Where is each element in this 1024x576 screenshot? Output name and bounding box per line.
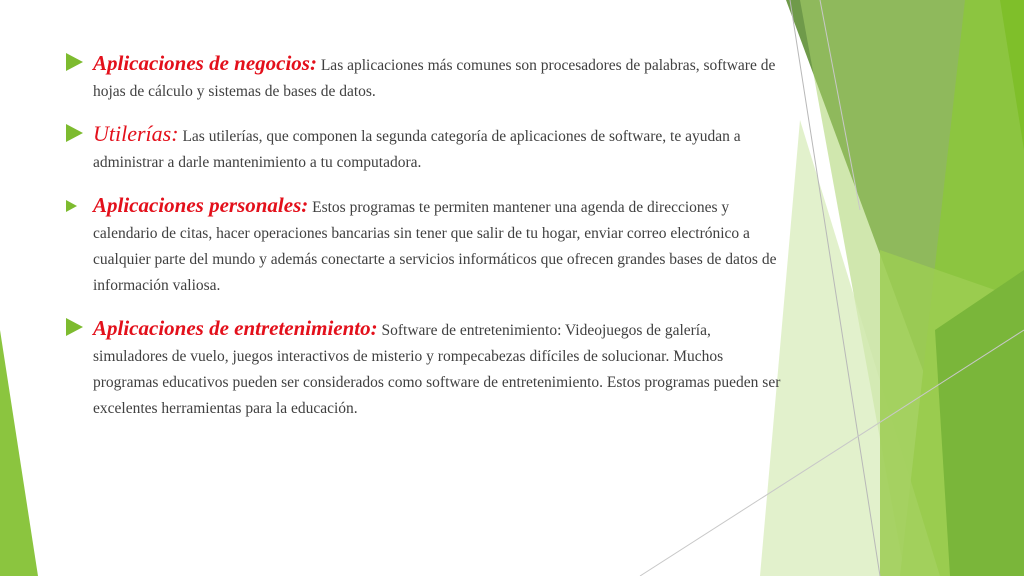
triangle-bullet-icon <box>66 200 77 212</box>
list-item <box>66 192 786 299</box>
item-text: Las aplicaciones más comunes son procesadores de palabras, software de hojas de cálculo y sistemas de bases de datos. <box>93 57 776 100</box>
item-text: Estos programas te permiten mantener una agenda de direcciones y calendario de citas, hacer operaciones bancarias sin tener que salir de tu hogar, enviar correo electrónico a cualquier parte del mundo y además conectarte a servicios informáticos que ofrecen grandes bases de datos de información valiosa. <box>93 199 777 294</box>
triangle-bullet-icon <box>66 53 83 71</box>
list-item <box>66 50 786 105</box>
item-term: Aplicaciones personales: <box>93 193 309 217</box>
item-term: Aplicaciones de negocios: <box>93 51 317 75</box>
list-item <box>66 315 786 422</box>
list-item <box>66 121 786 176</box>
triangle-bullet-icon <box>66 318 83 336</box>
item-term: Aplicaciones de entretenimiento: <box>93 316 378 340</box>
left-green-sliver <box>0 330 38 576</box>
item-term: Utilerías: <box>93 121 179 146</box>
bullet-list <box>66 50 786 438</box>
triangle-bullet-icon <box>66 124 83 142</box>
item-text: Las utilerías, que componen la segunda categoría de aplicaciones de software, te ayudan a administrar a darle mantenimiento a tu computadora. <box>93 128 741 171</box>
item-text: Software de entretenimiento: Videojuegos de galería, simuladores de vuelo, juegos interactivos de misterio y rompecabezas difíciles de solucionar. Muchos programas educativos pueden ser considerados como software de entretenimiento. Estos programas pueden ser excelentes herramientas para la educación. <box>93 322 781 417</box>
